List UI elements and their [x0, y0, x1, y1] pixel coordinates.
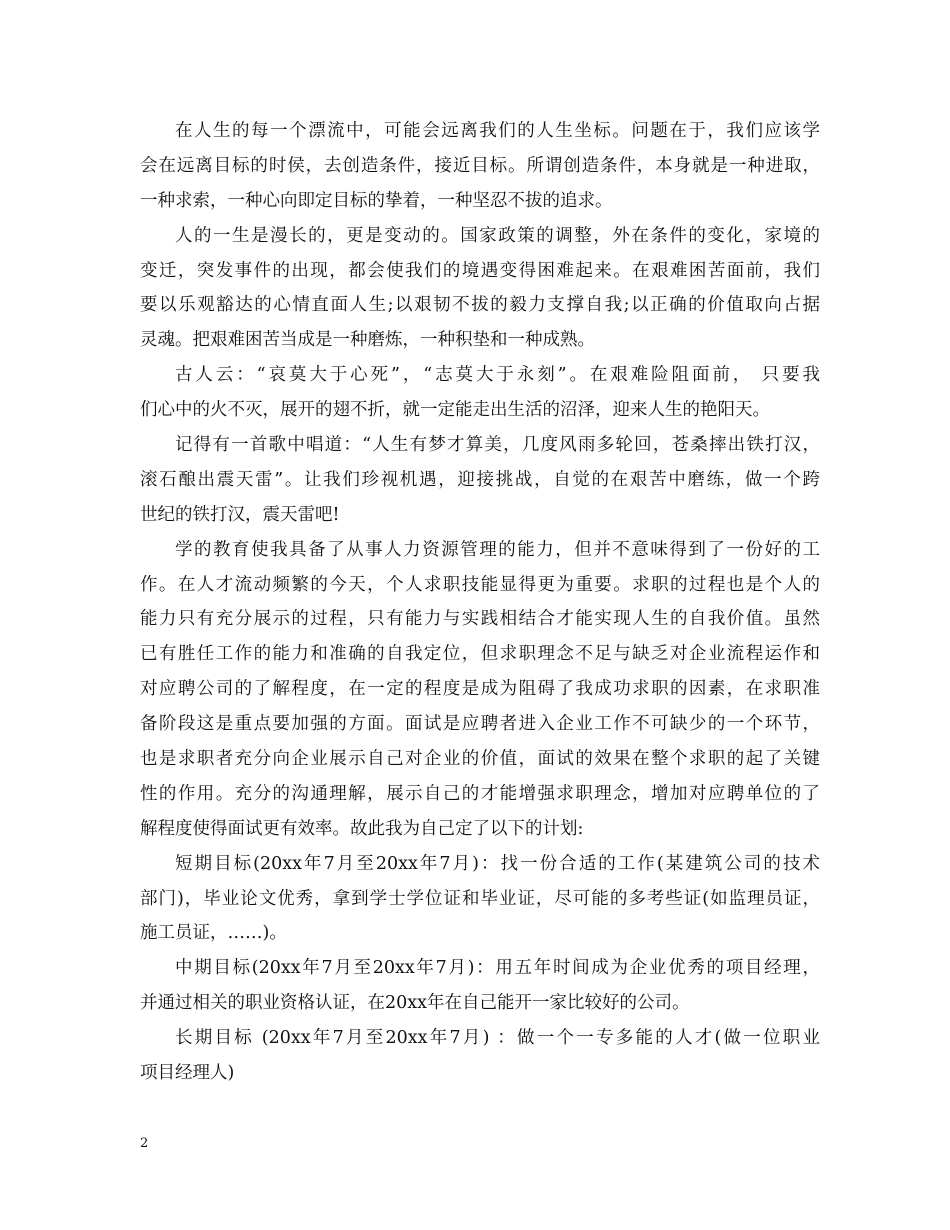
text-line: 学的教育使我具备了从事人力资源管理的能力，但并不意味得到了一份好的工: [175, 539, 820, 560]
text-line: 短期目标(20xx年7月至20xx年7月)：找一份合适的工作(某建筑公司的技术: [175, 853, 820, 874]
text-line: 部门)，毕业论文优秀，拿到学士学位证和毕业证，尽可能的多考些证(如监理员证，: [140, 888, 820, 909]
text-line: 灵魂。把艰难困苦当成是一种磨炼，一种积垫和一种成熟。: [140, 330, 595, 351]
text-line: 记得有一首歌中唱道：“人生有梦才算美，几度风雨多轮回，苍桑摔出铁打汉，: [175, 435, 820, 456]
document-body: [140, 114, 820, 1091]
text-line: 也是求职者充分向企业展示自己对企业的价值，面试的效果在整个求职的起了关键: [140, 749, 820, 770]
paragraph-ancient-saying: [140, 358, 820, 428]
text-line: 能力只有充分展示的过程，只有能力与实践相结合才能实现人生的自我价值。虽然: [140, 609, 820, 630]
paragraph-song: [140, 428, 820, 533]
text-line: 人的一生是漫长的，更是变动的。国家政策的调整，外在条件的变化，家境的: [175, 225, 820, 246]
paragraph-life-changes: [140, 219, 820, 359]
text-line: 并通过相关的职业资格认证，在20xx年在自己能开一家比较好的公司。: [140, 993, 690, 1014]
paragraph-long-term-goal: [140, 1021, 820, 1091]
text-line: 施工员证，……)。: [140, 923, 287, 944]
text-line: 已有胜任工作的能力和准确的自我定位，但求职理念不足与缺乏对企业流程运作和: [140, 644, 820, 665]
page-number: 2: [140, 1136, 149, 1151]
text-line: 作。在人才流动频繁的今天，个人求职技能显得更为重要。求职的过程也是个人的: [140, 574, 820, 595]
text-line: 要以乐观豁达的心情直面人生;以艰韧不拔的毅力支撑自我;以正确的价值取向占据: [140, 295, 820, 316]
paragraph-short-term-goal: [140, 847, 820, 952]
text-line: 滚石酿出震天雷”。让我们珍视机遇，迎接挑战，自觉的在艰苦中磨练，做一个跨: [140, 469, 820, 490]
text-line: 们心中的火不灭，展开的翅不折，就一定能走出生活的沼泽，迎来人生的艳阳天。: [140, 400, 770, 421]
text-line: 项目经理人): [140, 1063, 235, 1084]
text-line: 会在远离目标的时侯，去创造条件，接近目标。所谓创造条件，本身就是一种进取，: [140, 155, 820, 176]
text-line: 长期目标 (20xx年7月至20xx年7月) ：做一个一专多能的人才(做一位职业: [175, 1028, 820, 1049]
paragraph-job-search: [140, 533, 820, 847]
text-line: 解程度使得面试更有效率。故此我为自己定了以下的计划:: [140, 818, 584, 839]
paragraph-mid-term-goal: [140, 951, 820, 1021]
text-line: 变迁，突发事件的出现，都会使我们的境遇变得困难起来。在艰难困苦面前，我们: [140, 260, 820, 281]
text-line: 对应聘公司的了解程度，在一定的程度是成为阻碍了我成功求职的因素，在求职准: [140, 679, 820, 700]
paragraph-life-coordinates: [140, 114, 820, 219]
text-line: 在人生的每一个漂流中，可能会远离我们的人生坐标。问题在于，我们应该学: [175, 121, 820, 141]
text-line: 世纪的铁打汉，震天雷吧!: [140, 504, 340, 525]
text-line: 性的作用。充分的沟通理解，展示自己的才能增强求职理念，增加对应聘单位的了: [140, 783, 820, 804]
text-line: 备阶段这是重点要加强的方面。面试是应聘者进入企业工作不可缺少的一个环节，: [140, 714, 820, 735]
text-line: 一种求索，一种心向即定目标的挚着，一种坚忍不拔的追求。: [140, 190, 613, 211]
text-line: 古人云：“哀莫大于心死”，“志莫大于永刻”。在艰难险阻面前， 只要我: [175, 365, 820, 386]
text-line: 中期目标(20xx年7月至20xx年7月)：用五年时间成为企业优秀的项目经理，: [175, 958, 820, 979]
